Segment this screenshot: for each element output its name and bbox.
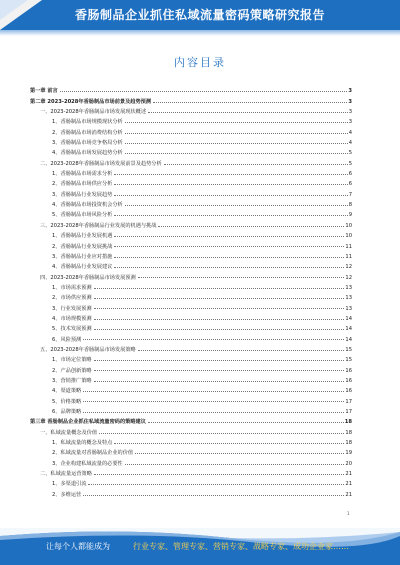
toc-entry-label: 2、市场供应预测 <box>52 295 92 302</box>
toc-heading: 内容目录 <box>174 56 226 69</box>
toc-entry[interactable] <box>30 436 352 446</box>
toc-entry-page: 3 <box>348 88 352 95</box>
toc-dot-leader <box>94 381 345 382</box>
toc-entry-page: 4 <box>348 129 352 136</box>
toc-entry[interactable] <box>30 84 352 94</box>
toc-dot-leader <box>158 226 344 227</box>
toc-entry-page: 15 <box>345 357 352 364</box>
document-title: 香肠制品企业抓住私域流量密码策略研究报告 <box>74 8 325 22</box>
page-number: 1 <box>347 511 350 516</box>
toc-entry-label: 5、香肠制品市场风险分析 <box>52 212 113 219</box>
toc-entry-label: 1、香肠制品市场规模现状分析 <box>52 119 123 126</box>
toc-entry-label: 5、价格策略 <box>52 398 82 405</box>
toc-entry-label: 1、香肠制品市场需求分析 <box>52 171 113 178</box>
toc-entry[interactable] <box>30 332 352 342</box>
toc-entry[interactable] <box>30 363 352 373</box>
toc-entry[interactable] <box>30 270 352 280</box>
toc-entry[interactable] <box>30 198 352 208</box>
toc-dot-leader <box>83 412 344 413</box>
toc-entry-label: 2、多维运营 <box>52 491 82 498</box>
toc-entry-label: 第三章 香肠制品企业抓住私域流量密码的策略建议 <box>30 419 146 426</box>
toc-entry-label: 三、2023-2028年香肠制品行业发展的机遇与挑战 <box>40 222 157 229</box>
toc-entry-page: 3 <box>348 98 352 105</box>
toc-entry-label: 4、渠道策略 <box>52 388 82 395</box>
toc-entry-page: 13 <box>345 295 352 302</box>
toc-entry-page: 10 <box>345 222 352 229</box>
toc-entry[interactable] <box>30 467 352 477</box>
toc-dot-leader <box>125 143 348 144</box>
toc-entry[interactable] <box>30 239 352 249</box>
toc-entry[interactable] <box>30 94 352 104</box>
toc-entry-page: 19 <box>345 450 352 457</box>
toc-entry-label: 3、香肠制品行业发展趋势 <box>52 191 113 198</box>
toc-entry-page: 11 <box>345 253 352 260</box>
toc-entry-page: 16 <box>345 377 352 384</box>
toc-dot-leader <box>125 464 345 465</box>
toc-entry[interactable] <box>30 229 352 239</box>
toc-dot-leader <box>135 453 344 454</box>
toc-entry-page: 14 <box>345 326 352 333</box>
toc-entry-page: 8 <box>348 202 352 209</box>
toc-entry[interactable] <box>30 177 352 187</box>
toc-dot-leader <box>94 474 345 475</box>
toc-dot-leader <box>94 308 345 309</box>
toc-entry-page: 18 <box>344 419 352 426</box>
toc-dot-leader <box>148 422 344 423</box>
toc-entry-page: 10 <box>345 233 352 240</box>
toc-entry[interactable] <box>30 218 352 228</box>
toc-dot-leader <box>83 339 344 340</box>
toc-entry-label: 2、产品创新策略 <box>52 367 92 374</box>
toc-entry-page: 16 <box>345 367 352 374</box>
toc-dot-leader <box>153 102 347 103</box>
toc-entry-page: 3 <box>348 109 352 116</box>
toc-entry-page: 11 <box>345 243 352 250</box>
toc-entry[interactable] <box>30 384 352 394</box>
toc-entry-label: 3、行业发展预测 <box>52 305 92 312</box>
toc-entry[interactable] <box>30 281 352 291</box>
toc-entry-page: 17 <box>345 409 352 415</box>
toc-entry[interactable] <box>30 115 352 125</box>
toc-entry-label: 4、香肠制品市场发展趋势分析 <box>52 150 123 157</box>
toc-entry[interactable] <box>30 136 352 146</box>
toc-entry-label: 3、企业构建私域流量的必要性 <box>52 460 123 467</box>
toc-entry-label: 1、私域流量的概念及特点 <box>52 440 113 447</box>
toc-entry-page: 5 <box>348 150 352 157</box>
toc-entry-page: 13 <box>345 305 352 312</box>
toc-entry-label: 四、2023-2028年香肠制品市场发展预测 <box>40 274 136 281</box>
toc-entry-label: 4、香肠制品行业发展建议 <box>52 264 113 271</box>
toc-entry-label: 1、多渠道引流 <box>52 481 87 488</box>
toc-entry-label: 二、私域流量运营策略 <box>40 471 92 478</box>
page-header <box>0 0 400 40</box>
toc-entry-label: 一、2023-2028年香肠制品市场发展现状概述 <box>40 109 147 116</box>
toc-entry-label: 1、香肠制品行业发展机遇 <box>52 233 113 240</box>
toc-entry-label: 1、市场定位策略 <box>52 357 92 364</box>
toc-entry-page: 21 <box>345 481 352 488</box>
toc-dot-leader <box>94 288 345 289</box>
toc-entry-page: 21 <box>345 471 352 478</box>
toc-entry[interactable] <box>30 187 352 197</box>
toc-entry-page: 6 <box>348 181 352 188</box>
toc-entry-label: 第二章 2023-2028年香肠制品市场前景及趋势预测 <box>30 98 152 105</box>
toc-entry-label: 第一章 前言 <box>30 88 58 95</box>
toc-entry[interactable] <box>30 487 352 497</box>
toc-entry-page: 21 <box>345 491 352 498</box>
footer-slogan-right: 行业专家、管理专家、营销专家、战略专家、成功企业家…… <box>133 542 349 551</box>
toc-entry-label: 6、品牌策略 <box>52 409 82 415</box>
toc-entry[interactable] <box>30 312 352 322</box>
toc-dot-leader <box>125 133 348 134</box>
toc-entry-page: 12 <box>345 264 352 271</box>
toc-entry[interactable] <box>30 260 352 270</box>
toc-entry-page: 16 <box>345 388 352 395</box>
toc-entry[interactable] <box>30 125 352 135</box>
toc-entry[interactable] <box>30 425 352 435</box>
toc-dot-leader <box>114 215 347 216</box>
toc-entry[interactable] <box>30 105 352 115</box>
toc-entry-label: 一、私域流量概念及价值 <box>40 429 98 436</box>
toc-entry-label: 3、营销推广策略 <box>52 377 92 384</box>
toc-dot-leader <box>164 164 348 165</box>
toc-entry-label: 3、香肠制品行业应对措施 <box>52 253 113 260</box>
toc-entry[interactable] <box>30 477 352 487</box>
toc-dot-leader <box>138 277 345 278</box>
toc-dot-leader <box>114 267 344 268</box>
toc-entry-label: 5、技术发展预测 <box>52 326 92 333</box>
toc-entry-page: 14 <box>345 336 352 343</box>
toc-entry[interactable] <box>30 167 352 177</box>
toc-entry-page: 18 <box>345 440 352 447</box>
toc-entry[interactable] <box>30 353 352 363</box>
toc-entry-page: 6 <box>348 171 352 178</box>
toc-entry-page: 3 <box>348 119 352 126</box>
toc-dot-leader <box>114 443 344 444</box>
toc-entry-label: 2、香肠制品市场供应分析 <box>52 181 113 188</box>
toc-dot-leader <box>94 370 345 371</box>
toc-entry[interactable] <box>30 156 352 166</box>
toc-dot-leader <box>94 360 345 361</box>
footer-slogan-left: 让每个人都能成为 <box>46 542 110 551</box>
toc-entry[interactable] <box>30 322 352 332</box>
toc-entry-page: 17 <box>345 398 352 405</box>
toc-entry-page: 14 <box>345 315 352 322</box>
toc-dot-leader <box>83 495 344 496</box>
toc-dot-leader <box>114 174 347 175</box>
toc-dot-leader <box>94 298 345 299</box>
table-of-contents <box>30 84 352 498</box>
toc-dot-leader <box>114 236 344 237</box>
toc-entry-label: 3、香肠制品市场竞争格局分析 <box>52 140 123 147</box>
toc-entry-page: 5 <box>348 160 352 167</box>
toc-entry[interactable] <box>30 301 352 311</box>
toc-dot-leader <box>114 195 347 196</box>
toc-entry-page: 12 <box>345 274 352 281</box>
toc-dot-leader <box>99 433 344 434</box>
toc-entry[interactable] <box>30 415 352 425</box>
toc-dot-leader <box>88 484 344 485</box>
toc-entry-page: 7 <box>348 191 352 198</box>
toc-dot-leader <box>138 350 345 351</box>
toc-entry[interactable] <box>30 343 352 353</box>
toc-dot-leader <box>83 391 344 392</box>
toc-entry[interactable] <box>30 405 352 415</box>
toc-dot-leader <box>114 246 344 247</box>
toc-entry-label: 6、风险预测 <box>52 336 82 343</box>
toc-entry[interactable] <box>30 374 352 384</box>
toc-entry-page: 20 <box>345 460 352 467</box>
toc-dot-leader <box>125 205 348 206</box>
header-band-shadow <box>0 30 400 36</box>
toc-entry-label: 五、2023-2028年香肠制品市场发展策略 <box>40 346 136 353</box>
toc-dot-leader <box>148 112 348 113</box>
toc-entry-page: 15 <box>345 346 352 353</box>
toc-entry-page: 18 <box>345 429 352 436</box>
toc-entry-label: 二、2023-2028年香肠制品市场发展前景及趋势分析 <box>40 160 162 167</box>
toc-entry-page: 13 <box>345 284 352 291</box>
toc-dot-leader <box>83 401 344 402</box>
toc-entry-label: 4、香肠制品市场投资机会分析 <box>52 202 123 209</box>
toc-entry-label: 4、市场规模预测 <box>52 315 92 322</box>
toc-entry-label: 2、私域流量对香肠制品企业的价值 <box>52 450 134 457</box>
toc-entry[interactable] <box>30 394 352 404</box>
toc-entry[interactable] <box>30 456 352 466</box>
toc-entry[interactable] <box>30 250 352 260</box>
toc-entry-label: 2、香肠制品行业发展挑战 <box>52 243 113 250</box>
toc-entry[interactable] <box>30 208 352 218</box>
toc-dot-leader <box>60 91 348 92</box>
toc-dot-leader <box>125 153 348 154</box>
toc-entry[interactable] <box>30 446 352 456</box>
toc-dot-leader <box>94 319 345 320</box>
toc-entry[interactable] <box>30 146 352 156</box>
page-footer <box>0 528 400 565</box>
toc-dot-leader <box>114 184 347 185</box>
toc-entry-label: 1、市场需求预测 <box>52 284 92 291</box>
toc-entry[interactable] <box>30 291 352 301</box>
toc-entry-page: 9 <box>348 212 352 219</box>
toc-entry-page: 4 <box>348 140 352 147</box>
toc-dot-leader <box>114 257 344 258</box>
toc-dot-leader <box>125 122 348 123</box>
toc-entry-label: 2、香肠制品市场消费结构分析 <box>52 129 123 136</box>
toc-dot-leader <box>94 329 345 330</box>
